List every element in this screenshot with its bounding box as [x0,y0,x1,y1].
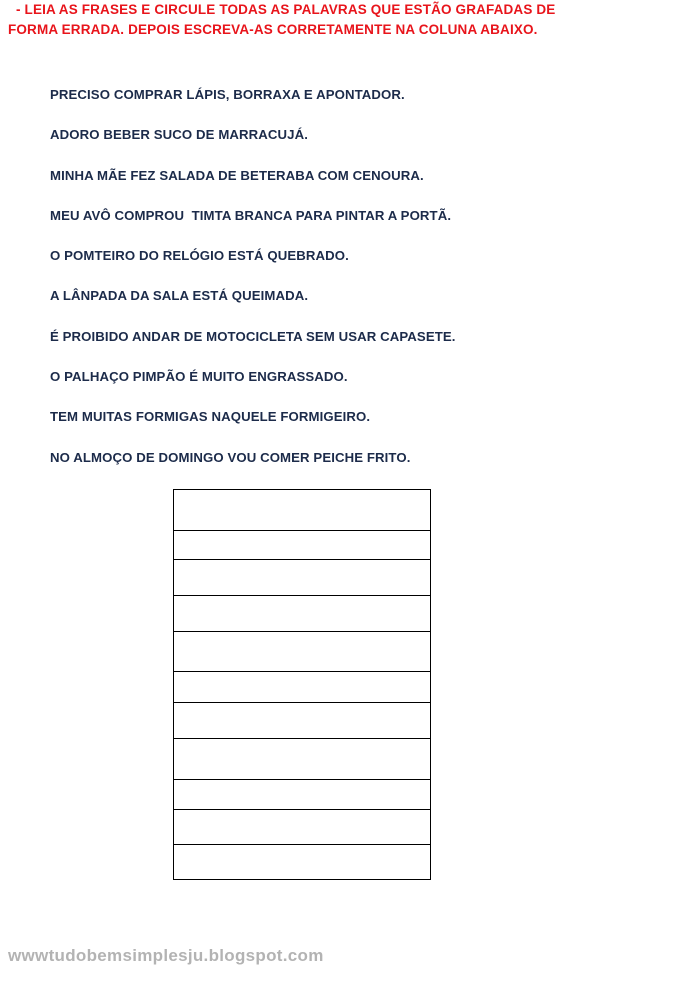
instruction-line-2: FORMA ERRADA. DEPOIS ESCREVA-AS CORRETAMENTE NA COLUNA ABAIXO. [8,22,538,37]
sentence-3: MINHA MÃE FEZ SALADA DE BETERABA COM CENOURA. [50,167,424,183]
sentence-10: NO ALMOÇO DE DOMINGO VOU COMER PEICHE FRITO. [50,449,411,465]
answer-cell[interactable] [174,632,431,672]
answer-row [174,632,431,672]
sentence-8: O PALHAÇO PIMPÃO É MUITO ENGRASSADO. [50,369,348,385]
answer-row [174,810,431,845]
sentence-1: PRECISO COMPRAR LÁPIS, BORRAXA E APONTADOR. [50,87,405,102]
answer-row [174,596,431,632]
answer-row [174,672,431,703]
answer-cell[interactable] [174,596,431,632]
answer-row [174,531,431,560]
answer-cell[interactable] [174,672,431,703]
sentence-list [50,85,456,488]
answer-table [173,489,431,880]
sentence-9: TEM MUITAS FORMIGAS NAQUELE FORMIGEIRO. [50,409,371,425]
answer-cell[interactable] [174,490,431,531]
answer-row [174,703,431,739]
answer-cell[interactable] [174,810,431,845]
answer-row [174,845,431,880]
sentence-6: A LÂNPADA DA SALA ESTÁ QUEIMADA. [50,288,309,304]
sentence-2: ADORO BEBER SUCO DE MARRACUJÁ. [50,127,308,143]
sentence-5: O POMTEIRO DO RELÓGIO ESTÁ QUEBRADO. [50,248,349,264]
answer-cell[interactable] [174,560,431,596]
answer-cell[interactable] [174,739,431,780]
answer-row [174,739,431,780]
sentence-4: MEU AVÔ COMPROU TIMTA BRANCA PARA PINTAR A PORTÃ. [50,207,452,223]
instruction-line-1: - LEIA AS FRASES E CIRCULE TODAS AS PALAVRAS QUE ESTÃO GRAFADAS DE [16,2,556,17]
answer-cell[interactable] [174,531,431,560]
answer-cell[interactable] [174,703,431,739]
answer-row [174,560,431,596]
answer-row [174,490,431,531]
sentence-7: É PROIBIDO ANDAR DE MOTOCICLETA SEM USAR CAPASETE. [50,328,456,344]
instruction-text [8,0,668,40]
footer-watermark: wwwtudobemsimplesju.blogspot.com [8,946,324,965]
answer-row [174,780,431,810]
answer-cell[interactable] [174,845,431,880]
answer-cell[interactable] [174,780,431,810]
